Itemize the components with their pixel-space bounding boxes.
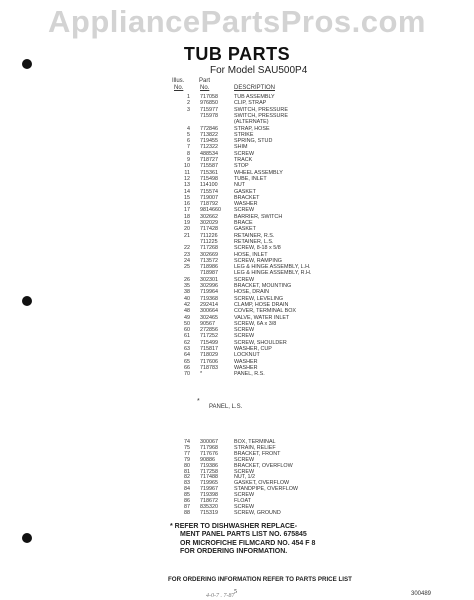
cell-illus-no: 85 — [184, 492, 190, 499]
cell-description: TUBE, INLET — [234, 175, 267, 182]
note-line: FOR ORDERING INFORMATION. — [180, 548, 288, 556]
cell-description: NUT, 1/2 — [234, 474, 255, 481]
cell-description: GASKET — [234, 226, 256, 233]
cell-description: FLOAT — [234, 498, 251, 504]
cell-description: SCREW — [234, 276, 255, 283]
note-line: * REFER TO DISHWASHER REPLACE- — [170, 523, 298, 530]
cell-part-no: 719964 — [200, 289, 218, 296]
cell-illus-no: 42 — [184, 301, 190, 308]
cell-part-no: 718727 — [200, 157, 218, 163]
cell-part-no: 114100 — [200, 182, 218, 189]
cell-description: SCREW — [234, 333, 255, 340]
cell-part-no: 835320 — [200, 503, 218, 510]
cell-part-no: 719398 — [200, 492, 218, 499]
cell-description: TRACK — [234, 157, 253, 163]
cell-description: SPRING, STUD — [234, 138, 273, 145]
cell-illus-no: 22 — [184, 245, 190, 252]
cell-description: SWITCH, PRESSURE — [234, 106, 288, 113]
cell-part-no: 719007 — [200, 194, 218, 201]
cell-illus-no: 50 — [184, 320, 190, 327]
cell-description: RETAINER, L.S. — [234, 238, 274, 245]
cell-illus-no: 14 — [184, 188, 190, 195]
cell-illus-no: 64 — [184, 352, 190, 359]
cell-illus-no: 17 — [184, 207, 190, 214]
cell-illus-no: 60 — [184, 327, 190, 334]
cell-part-no: 300664 — [200, 308, 218, 315]
cell-part-no: 717676 — [200, 450, 218, 457]
cell-description: SWITCH, PRESSURE — [234, 112, 288, 119]
cell-illus-no: 6 — [187, 138, 190, 145]
cell-part-no: 715977 — [200, 106, 218, 113]
cell-part-no: 715574 — [200, 188, 218, 195]
cell-illus-no: 25 — [184, 264, 190, 271]
cell-description: COVER, TERMINAL BOX — [234, 308, 297, 315]
cell-description: WHEEL ASSEMBLY — [234, 169, 283, 176]
cell-description: SCREW — [234, 468, 255, 475]
cell-illus-no: 83 — [184, 480, 190, 487]
cell-description: GASKET — [234, 188, 256, 195]
cell-description: SCREW, 8-18 x 5/8 — [234, 245, 281, 252]
cell-description: RETAINER, R.S. — [234, 232, 275, 239]
handwritten-mark: 4-0-7 . 7-87 — [206, 593, 235, 599]
cell-description: STRAP, HOSE — [234, 125, 270, 132]
cell-illus-no: 81 — [184, 468, 190, 475]
cell-illus-no: 21 — [184, 232, 190, 239]
cell-description: VALVE, WATER INLET — [234, 314, 290, 321]
cell-part-no: 772846 — [200, 125, 218, 132]
cell-description: SCREW — [234, 150, 255, 157]
cell-part-no: 715817 — [200, 346, 218, 352]
header-part-no: No. — [200, 85, 210, 91]
cell-description: BRACE — [234, 220, 253, 226]
cell-part-no: 712322 — [200, 144, 218, 151]
cell-description: WASHER — [234, 364, 258, 371]
cell-illus-no: 12 — [184, 175, 190, 182]
cell-illus-no: 4 — [187, 125, 190, 132]
cell-part-no: 711226 — [200, 232, 218, 239]
cell-part-no: 300067 — [200, 439, 218, 445]
header-description: DESCRIPTION — [234, 85, 276, 91]
cell-description: LOCKNUT — [234, 352, 260, 359]
cell-part-no: 302996 — [200, 283, 218, 289]
cell-description: SHIM — [234, 144, 248, 151]
cell-part-no: 488534 — [200, 150, 218, 157]
cell-description: WASHER — [234, 201, 258, 208]
binder-hole-middle — [22, 296, 32, 306]
cell-description: SCREW — [234, 207, 255, 214]
cell-illus-no: 63 — [184, 346, 190, 352]
cell-description: LEG & HINGE ASSEMBLY, L.H. — [234, 264, 311, 271]
cell-description: STOP — [234, 163, 249, 170]
header-illus-no: No. — [174, 85, 184, 91]
header-part: Part — [199, 78, 211, 84]
cell-illus-no: 7 — [187, 144, 190, 151]
cell-description: BARRIER, SWITCH — [234, 213, 283, 220]
page-title: TUB PARTS — [183, 44, 291, 64]
cell-description: HOSE, DRAIN — [234, 289, 270, 296]
model-label: For Model SAU500P4 — [210, 65, 308, 76]
document-number: 300489 — [411, 591, 432, 597]
cell-illus-no: 40 — [184, 295, 190, 302]
cell-part-no: 719967 — [200, 486, 218, 493]
page-number: 5 — [234, 589, 237, 595]
cell-illus-no: 75 — [184, 444, 190, 451]
cell-part-no: 717968 — [200, 444, 218, 451]
cell-illus-no: 13 — [184, 182, 190, 189]
cell-part-no: 715498 — [200, 175, 218, 182]
cell-part-no: 302669 — [200, 251, 218, 258]
watermark-text: AppliancePartsPros.com — [48, 4, 426, 39]
cell-description: SCREW, SHOULDER — [234, 339, 287, 346]
reference-notes — [170, 523, 430, 557]
cell-description: SCREW, RAMPING — [234, 257, 282, 264]
cell-illus-no: 79 — [184, 456, 190, 463]
cell-part-no: 272856 — [200, 327, 218, 334]
cell-description: SCREW — [234, 327, 255, 334]
cell-illus-no: 20 — [184, 226, 190, 233]
cell-illus-no: 8 — [187, 150, 190, 157]
cell-description: SCREW, LEVELING — [234, 295, 284, 302]
cell-part-no: 302029 — [200, 220, 218, 226]
note-line: MENT PANEL PARTS LIST NO. 675845 — [180, 531, 307, 539]
cell-description: SCREW, 6A x 3/8 — [234, 320, 277, 327]
cell-description: SCREW — [234, 492, 255, 499]
cell-part-no: * — [200, 371, 203, 378]
binder-hole-bottom — [22, 533, 32, 543]
cell-part-no: 715361 — [200, 169, 218, 176]
cell-description: CLAMP, HOSE DRAIN — [234, 301, 289, 308]
cell-part-no: 302301 — [200, 276, 218, 283]
cell-part-no: 292414 — [200, 301, 218, 308]
cell-description: BRACKET — [234, 194, 260, 201]
cell-part-no: 718029 — [200, 352, 218, 359]
cell-illus-no: 82 — [184, 474, 190, 481]
cell-illus-no: 35 — [184, 283, 190, 289]
cell-description: LEG & HINGE ASSEMBLY, R.H. — [234, 270, 312, 277]
cell-part-no: 90886 — [200, 456, 215, 463]
cell-part-no: 719455 — [200, 138, 218, 145]
cell-illus-no: 2 — [187, 100, 190, 107]
cell-description: SCREW — [234, 456, 255, 463]
cell-description: GASKET, OVERFLOW — [234, 480, 290, 487]
cell-illus-no: 49 — [184, 314, 190, 321]
cell-part-no: 715499 — [200, 339, 218, 346]
cell-illus-no: 80 — [184, 462, 190, 469]
cell-illus-no: 77 — [184, 450, 190, 457]
cell-part-no: 717488 — [200, 474, 218, 481]
cell-illus-no: 23 — [184, 251, 190, 258]
header-illus: Illus. — [172, 78, 185, 84]
cell-part-no: 9814660 — [200, 207, 221, 214]
cell-description: PANEL, R.S. — [234, 371, 265, 378]
cell-part-no: 717258 — [200, 468, 218, 475]
cell-part-no: 718986 — [200, 264, 218, 271]
cell-description: HOSE, INLET — [234, 251, 268, 258]
cell-description: BRACKET, FRONT — [234, 450, 281, 457]
cell-description: STRIKE — [234, 131, 254, 138]
cell-illus-no: 62 — [184, 339, 190, 346]
cell-description: TUB ASSEMBLY — [234, 94, 275, 100]
cell-description: SCREW, GROUND — [234, 509, 281, 516]
cell-description: CLIP, STRAP — [234, 100, 267, 107]
cell-illus-no: 5 — [187, 131, 190, 138]
cell-part-no: 715978 — [200, 112, 218, 119]
cell-illus-no: 38 — [184, 289, 190, 296]
cell-illus-no: 70 — [184, 371, 190, 378]
cell-part-no: 713822 — [200, 131, 218, 138]
cell-description: STRAIN, RELIEF — [234, 444, 276, 451]
cell-illus-no: 9 — [187, 157, 190, 163]
cell-part-no: 718783 — [200, 364, 218, 371]
cell-part-no: 718792 — [200, 201, 218, 208]
panel-ls-label: PANEL, L.S. — [209, 404, 243, 410]
cell-part-no: 302465 — [200, 314, 218, 321]
cell-illus-no: 24 — [184, 257, 190, 264]
cell-illus-no: 48 — [184, 308, 190, 315]
cell-illus-no: 87 — [184, 503, 190, 510]
cell-description: BOX, TERMINAL — [234, 439, 276, 445]
cell-description: (ALTERNATE) — [234, 119, 269, 126]
cell-description: WASHER, CUP — [234, 346, 272, 352]
cell-part-no: 90567 — [200, 320, 215, 327]
cell-illus-no: 26 — [184, 276, 190, 283]
cell-illus-no: 86 — [184, 498, 190, 504]
cell-part-no: 717606 — [200, 358, 218, 365]
cell-part-no: 717252 — [200, 333, 218, 340]
cell-part-no: 713572 — [200, 257, 218, 264]
cell-description: SCREW — [234, 503, 255, 510]
cell-description: STANDPIPE, OVERFLOW — [234, 486, 298, 493]
cell-part-no: 976850 — [200, 100, 218, 107]
cell-illus-no: 10 — [184, 163, 190, 170]
cell-part-no: 715587 — [200, 163, 218, 170]
cell-part-no: 302662 — [200, 213, 218, 220]
cell-illus-no: 15 — [184, 194, 190, 201]
cell-part-no: 711225 — [200, 238, 218, 245]
cell-illus-no: 61 — [184, 333, 190, 340]
cell-illus-no: 19 — [184, 220, 190, 226]
cell-illus-no: 84 — [184, 486, 190, 493]
cell-illus-no: 3 — [187, 106, 190, 113]
cell-part-no: 717428 — [200, 226, 218, 233]
cell-part-no: 715319 — [200, 509, 218, 516]
ordering-footer: FOR ORDERING INFORMATION REFER TO PARTS PRICE LIST — [168, 576, 352, 583]
panel-ls-note — [197, 398, 243, 410]
cell-description: NUT — [234, 182, 246, 189]
cell-part-no: 719965 — [200, 480, 218, 487]
cell-illus-no: 74 — [184, 439, 190, 445]
cell-description: WASHER — [234, 358, 258, 365]
cell-illus-no: 65 — [184, 358, 190, 365]
cell-part-no: 717058 — [200, 94, 218, 100]
cell-illus-no: 1 — [187, 94, 190, 100]
cell-part-no: 719386 — [200, 462, 218, 469]
cell-illus-no: 18 — [184, 213, 190, 220]
cell-part-no: 718672 — [200, 498, 218, 504]
cell-illus-no: 88 — [184, 509, 190, 516]
cell-description: BRACKET, OVERFLOW — [234, 462, 293, 469]
cell-illus-no: 66 — [184, 364, 190, 371]
cell-illus-no: 16 — [184, 201, 190, 208]
cell-part-no: 718987 — [200, 270, 218, 277]
cell-part-no: 717268 — [200, 245, 218, 252]
cell-part-no: 719368 — [200, 295, 218, 302]
cell-illus-no: 11 — [184, 169, 190, 176]
asterisk-marker: * — [197, 398, 200, 405]
cell-description: BRACKET, MOUNTING — [234, 283, 292, 289]
note-line: OR MICROFICHE FILMCARD NO. 454 F 8 — [180, 539, 316, 547]
